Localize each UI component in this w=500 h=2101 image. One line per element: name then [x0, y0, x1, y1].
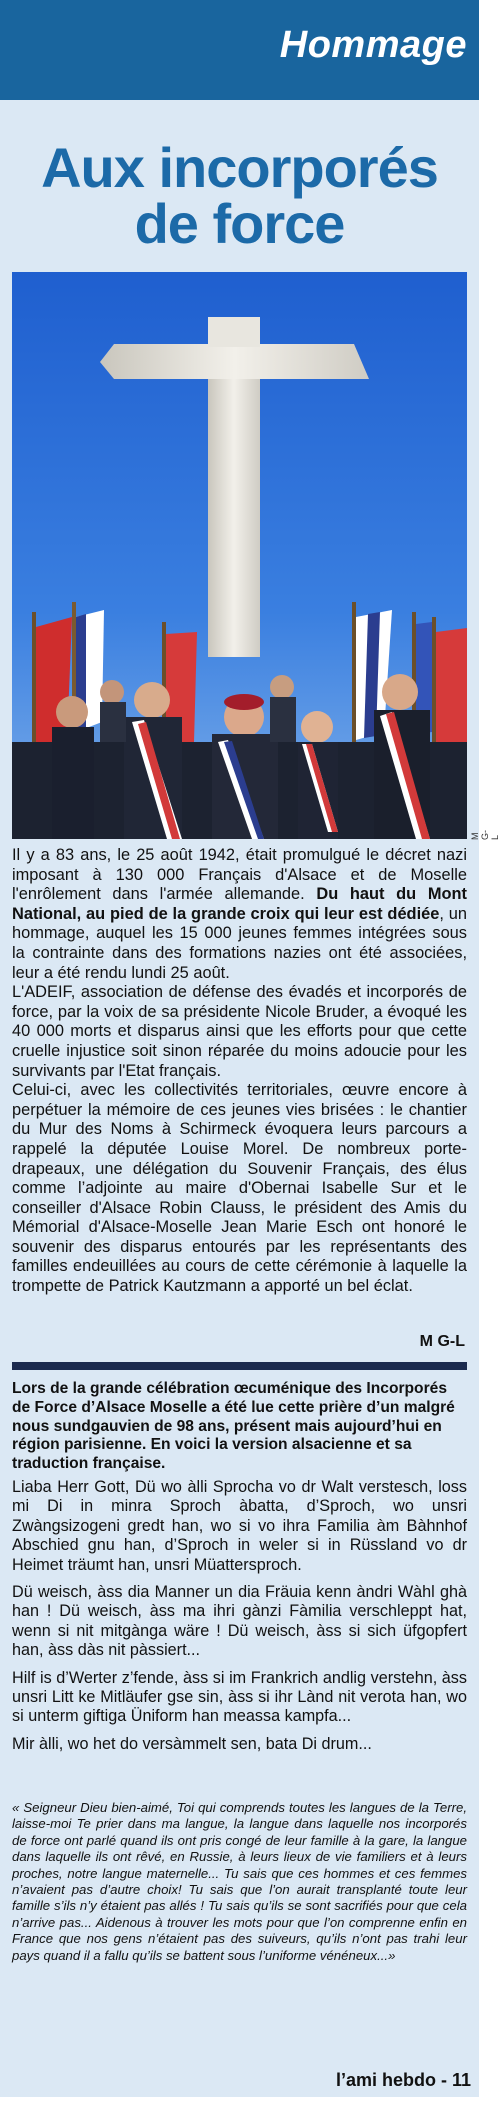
ceremony-photo-illustration [12, 272, 467, 839]
prayer-paragraph-4: Mir àlli, wo het do versàmmelt sen, bata Di drum... [12, 1734, 372, 1753]
title-line-2: de force [134, 192, 345, 255]
section-title: Hommage [279, 24, 467, 66]
paragraph-adeif: L'ADEIF, association de défense des évadés et incorporés de force, par la voix de sa présidente Nicole Bruder, a évoqué les 40 000 morts et disparus ainsi que les efforts pour que cette cruelle injustice soit sinon réparée du moins adoucie pour les survivants par l'Etat français. [12, 983, 467, 1080]
prayer-intro: Lors de la grande célébration œcuménique des Incorporés de Force d’Alsace Moselle a été lue cette prière d’un malgré nous sundgauvien de 98 ans, présent mais aujourd’hui en région parisienne. En voici la version alsacienne et sa traduction française. [12, 1380, 455, 1473]
lead-highlight: Du haut du Mont National, au pied de la grande croix qui leur est dédiée [12, 885, 467, 923]
ceremony-photo [12, 272, 467, 839]
article-body [12, 846, 467, 1297]
prayer-paragraph-1: Liaba Herr Gott, Dü wo àlli Sprocha vo dr Walt verstesch, loss mi Di in minra Sproch àbatta, d’Sproch, wo unsri Zwàngsizogeni gredt han, wo si vo ihra Familia àm Bàhnhof Abschied gnu han, d’Sproch in weler si in Rüssland vo dr Heimet träumt han, unsri Müattersproch. [12, 1478, 467, 1574]
page-footer: l’ami hebdo - 11 [335, 2070, 471, 2090]
section-divider [12, 1362, 467, 1370]
article-title [0, 136, 479, 255]
prayer-translation: « Seigneur Dieu bien-aimé, Toi qui comprends toutes les langues de la Terre, laisse-moi Te prier dans ma langue, la langue dans laquelle nos incorporés de force ont parlé quand ils ont pris congé de leur famille à la gare, la langue dans laquelle ils ont rêvé, en Russie, à leurs lieux de vie familiers et à leurs proches, notre langue maternelle... Tu sais que ces hommes et ces femmes n’avaient pas d’autre choix! Tu sais que l’on aurait transplanté toute leur famille s’ils n’y étaient pas allés ! Tu sais qu’ils se sont sacrifiés pour que cela n’arrive pas... Aidenous à trouver les mots pour que l’on comprenne enfin en France que nos gens n’étaient pas des suiveurs, qu’ils n’ont pas trahi leur pays quand il a fallu qu’ils se battent sous l’uniforme vénéneux...» [12, 1800, 467, 1963]
lead-paragraph: Il y a 83 ans, le 25 août 1942, était promulgué le décret nazi imposant à 130 000 Français d'Alsace et de Moselle l'enrôlement dans l'armée allemande. Du haut du Mont National, au pied de la grande croix qui leur est dédiée, un hommage, auquel les 15 000 jeunes femmes intégrées sous la contrainte dans des formations nazies ont été associées, leur a été rendu lundi 25 août. [12, 846, 467, 982]
prayer-paragraph-2: Dü weisch, àss dia Manner un dia Fräuia kenn àndri Wàhl ghà han ! Dü weisch, àss ma ihri gànzi Fàmilia verschleppt hat, wenn si nit mitgànga wäre ! Dü weisch, àss si sich üfgopfert han, àss dàs nit pàssiert... [12, 1583, 467, 1660]
paragraph-memory: Celui-ci, avec les collectivités territoriales, œuvre encore à perpétuer la mémoire de ces jeunes vies brisées : le chantier du Mur des Noms à Schirmeck évoquera leurs parcours a rappelé la députée Louise Morel. De nombreux porte-drapeaux, une délégation du Souvenir Français, des élus comme l’adjointe au maire d'Obernai Isabelle Sur et le conseiller d'Alsace Robin Clauss, le président des Amis du Mémorial d'Alsace-Moselle Jean Marie Esch ont honoré le souvenir des disparus entourés par les représentants des familles endeuillées au cours de cette cérémonie à laquelle la trompette de Patrick Kautzmann a apporté un bel éclat. [12, 1081, 467, 1296]
prayer-paragraph-3: Hilf is d’Werter z’fende, àss si im Frankrich andlig verstehn, àss unsri Litt ke Mitläufer gse sin, àss si ihr Lànd nit verota han, wo si unterm giftiga Üniform han meassa kampfa... [12, 1668, 467, 1726]
section-header [0, 0, 479, 100]
title-line-1: Aux incorporés [41, 136, 438, 199]
crowd [12, 674, 467, 839]
prayer-alsatian [12, 1478, 467, 1762]
cross-arm [100, 344, 369, 379]
author-signature: M G-L [419, 1333, 465, 1350]
photo-credit: M G-L [470, 830, 500, 840]
